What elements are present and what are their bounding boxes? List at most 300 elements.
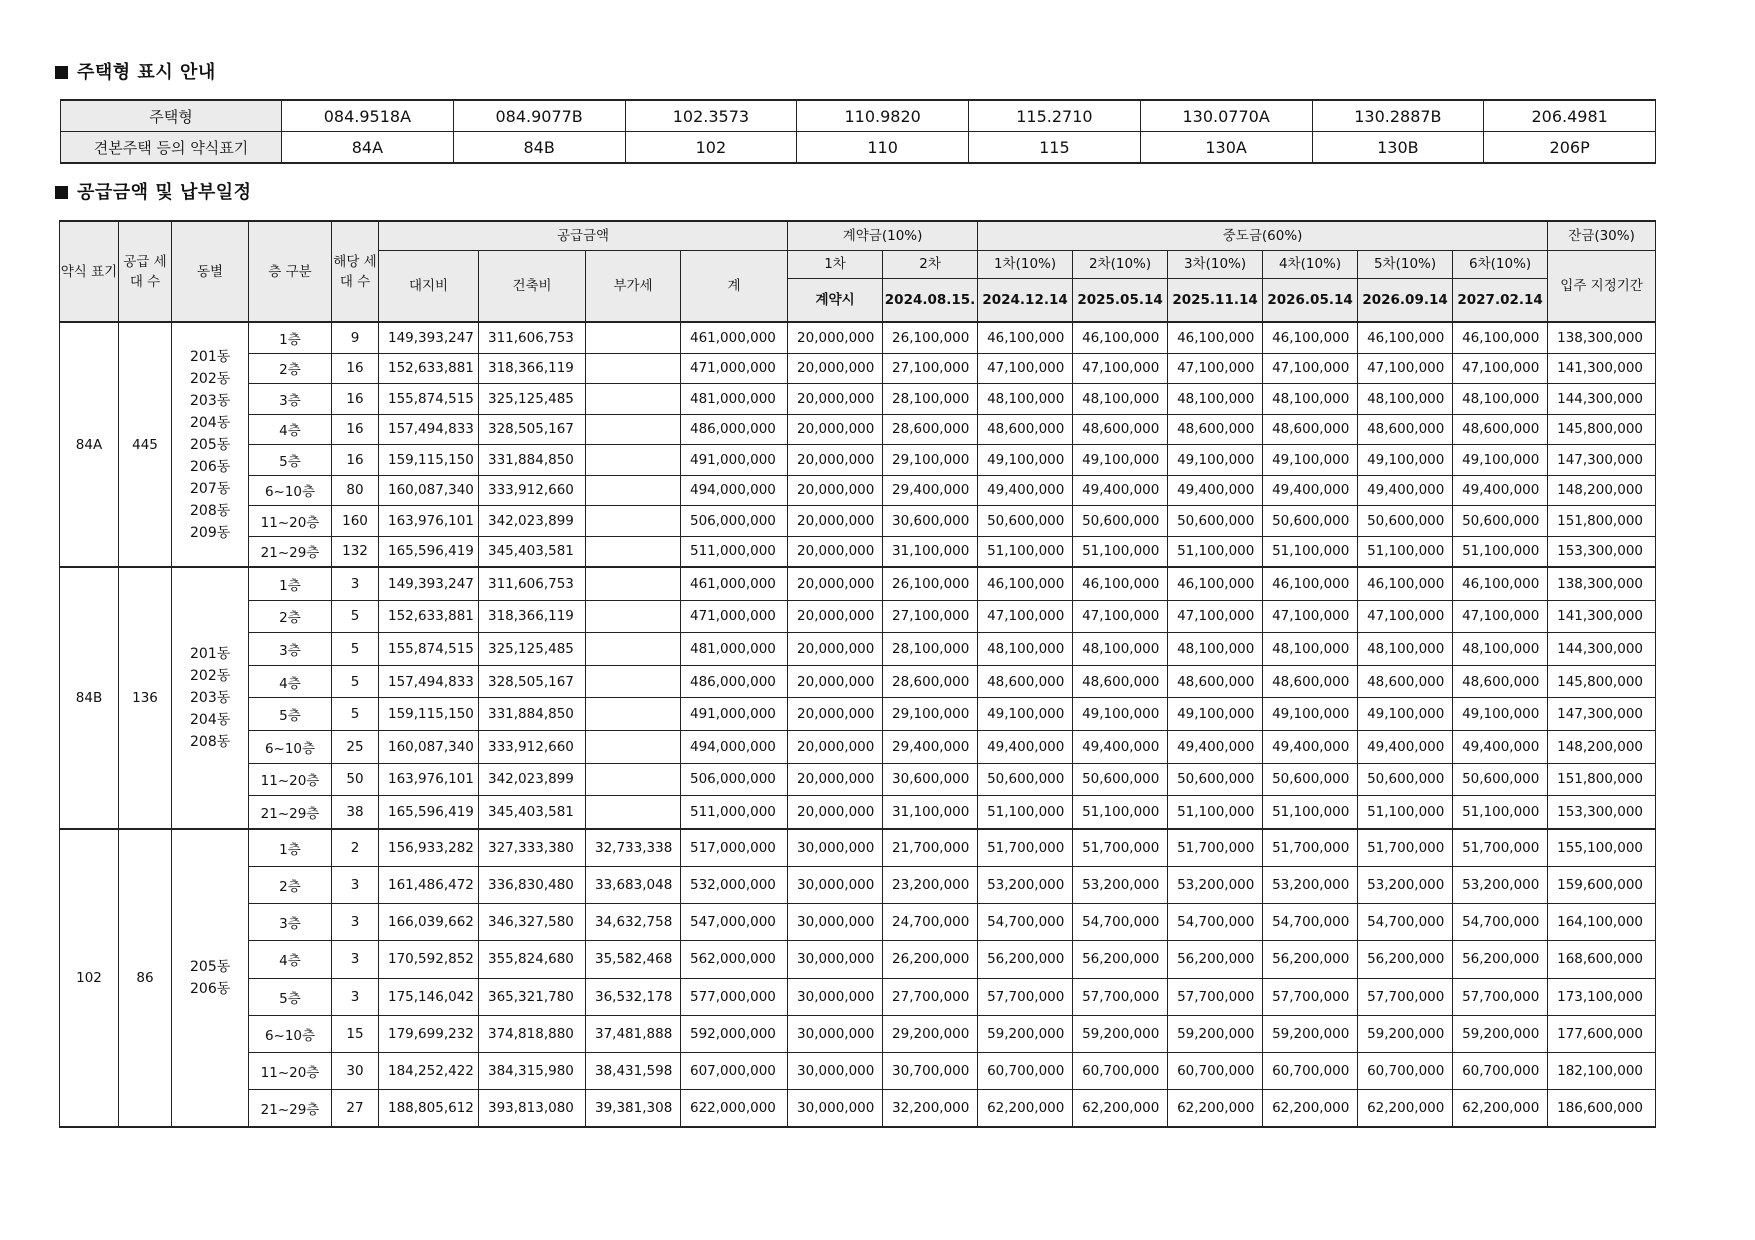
- deposit-1-cell: 20,000,000: [788, 475, 883, 506]
- deposit-1-cell: 20,000,000: [788, 414, 883, 445]
- middle-installment-cell: 50,600,000: [978, 506, 1073, 537]
- supply-units-cell: 86: [119, 829, 172, 1128]
- middle-installment-cell: 46,100,000: [1358, 322, 1453, 353]
- table-row: [60, 600, 1656, 633]
- middle-installment-cell: 49,400,000: [1263, 730, 1358, 763]
- type-cell: 084.9518A: [282, 100, 454, 132]
- middle-installment-cell: 48,100,000: [1073, 633, 1168, 666]
- total-cell: 461,000,000: [681, 322, 788, 353]
- vat-cell: 35,582,468: [586, 941, 681, 978]
- middle-installment-cell: 50,600,000: [1263, 763, 1358, 796]
- supply-units-header: 공급 세대 수: [119, 221, 172, 322]
- middle-installment-cell: 51,700,000: [1168, 829, 1263, 867]
- deposit-1-cell: 30,000,000: [788, 1015, 883, 1052]
- middle-installment-cell: 59,200,000: [1168, 1015, 1263, 1052]
- table-row: [60, 796, 1656, 829]
- units-cell: 132: [332, 536, 379, 567]
- type-cell: 130.2887B: [1312, 100, 1484, 132]
- type-cell: 084.9077B: [453, 100, 625, 132]
- total-header: 계: [681, 250, 788, 322]
- units-cell: 30: [332, 1052, 379, 1089]
- middle-installment-cell: 48,100,000: [1263, 633, 1358, 666]
- middle-installment-cell: 49,400,000: [1168, 475, 1263, 506]
- middle-installment-cell: 54,700,000: [1263, 904, 1358, 941]
- vat-cell: 37,481,888: [586, 1015, 681, 1052]
- units-cell: 5: [332, 600, 379, 633]
- floor-cell: 5층: [249, 978, 332, 1015]
- deposit-1-cell: 20,000,000: [788, 600, 883, 633]
- building-cost-cell: 311,606,753: [479, 322, 586, 353]
- header-row: [60, 221, 1656, 250]
- vat-header: 부가세: [586, 250, 681, 322]
- middle-installment-cell: 46,100,000: [1073, 322, 1168, 353]
- middle-installment-cell: 49,400,000: [978, 475, 1073, 506]
- middle-installment-cell: 49,100,000: [1073, 698, 1168, 731]
- middle-installment-cell: 47,100,000: [1168, 353, 1263, 384]
- middle-installment-cell: 60,700,000: [1073, 1052, 1168, 1089]
- vat-cell: [586, 730, 681, 763]
- floor-cell: 4층: [249, 941, 332, 978]
- middle-installment-cell: 48,600,000: [978, 414, 1073, 445]
- land-cost-cell: 184,252,422: [379, 1052, 479, 1089]
- units-cell: 38: [332, 796, 379, 829]
- table-row: [60, 445, 1656, 476]
- building-cost-cell: 333,912,660: [479, 730, 586, 763]
- land-cost-cell: 159,115,150: [379, 698, 479, 731]
- building-cost-cell: 325,125,485: [479, 633, 586, 666]
- middle-installment-cell: 51,100,000: [1073, 796, 1168, 829]
- middle-installment-cell: 51,100,000: [1358, 536, 1453, 567]
- middle-installment-cell: 49,400,000: [1073, 730, 1168, 763]
- dong-list-text: 205동 206동: [190, 959, 231, 997]
- building-cost-cell: 336,830,480: [479, 866, 586, 903]
- land-cost-cell: 163,976,101: [379, 763, 479, 796]
- middle-installment-cell: 49,100,000: [1263, 445, 1358, 476]
- middle-installment-cell: 50,600,000: [1168, 763, 1263, 796]
- vat-cell: [586, 763, 681, 796]
- middle-installment-cell: 59,200,000: [1073, 1015, 1168, 1052]
- total-cell: 481,000,000: [681, 384, 788, 415]
- middle-installment-cell: 51,100,000: [1453, 536, 1548, 567]
- middle-installment-cell: 62,200,000: [1168, 1090, 1263, 1128]
- total-cell: 607,000,000: [681, 1052, 788, 1089]
- abbr-cell: 102: [625, 132, 797, 164]
- balance-cell: 138,300,000: [1548, 322, 1656, 353]
- balance-cell: 153,300,000: [1548, 796, 1656, 829]
- floor-cell: 3층: [249, 384, 332, 415]
- middle-installment-cell: 54,700,000: [1358, 904, 1453, 941]
- middle-installment-cell: 47,100,000: [978, 600, 1073, 633]
- deposit-2-cell: 24,700,000: [883, 904, 978, 941]
- units-cell: 25: [332, 730, 379, 763]
- vat-cell: [586, 567, 681, 600]
- table-row: [60, 633, 1656, 666]
- middle-installment-cell: 46,100,000: [978, 567, 1073, 600]
- table-row: [60, 353, 1656, 384]
- middle-installment-header: 1차(10%): [978, 250, 1073, 278]
- total-cell: 486,000,000: [681, 665, 788, 698]
- table-row: [60, 1090, 1656, 1128]
- middle-installment-cell: 62,200,000: [1358, 1090, 1453, 1128]
- middle-installment-cell: 47,100,000: [1263, 600, 1358, 633]
- land-cost-cell: 160,087,340: [379, 730, 479, 763]
- floor-cell: 4층: [249, 665, 332, 698]
- middle-installment-date: 2025.05.14: [1073, 278, 1168, 322]
- building-cost-header: 건축비: [479, 250, 586, 322]
- type-abbr-cell: 102: [60, 829, 119, 1128]
- middle-installment-cell: 51,100,000: [1358, 796, 1453, 829]
- deposit-2-cell: 26,100,000: [883, 567, 978, 600]
- square-bullet-icon: [55, 186, 68, 199]
- middle-installment-cell: 51,100,000: [1168, 536, 1263, 567]
- type-row-abbr: [61, 132, 1656, 164]
- middle-installment-cell: 62,200,000: [1453, 1090, 1548, 1128]
- deposit-2-cell: 26,100,000: [883, 322, 978, 353]
- balance-cell: 138,300,000: [1548, 567, 1656, 600]
- land-cost-cell: 179,699,232: [379, 1015, 479, 1052]
- vat-cell: [586, 536, 681, 567]
- balance-cell: 159,600,000: [1548, 866, 1656, 903]
- table-row: [60, 763, 1656, 796]
- middle-installment-cell: 51,700,000: [1453, 829, 1548, 867]
- middle-installment-cell: 50,600,000: [978, 763, 1073, 796]
- middle-installment-cell: 47,100,000: [978, 353, 1073, 384]
- type-cell: 110.9820: [797, 100, 969, 132]
- units-cell: 9: [332, 322, 379, 353]
- middle-installment-cell: 56,200,000: [1263, 941, 1358, 978]
- balance-cell: 168,600,000: [1548, 941, 1656, 978]
- building-cost-cell: 346,327,580: [479, 904, 586, 941]
- floor-cell: 21~29층: [249, 536, 332, 567]
- middle-installment-cell: 60,700,000: [1453, 1052, 1548, 1089]
- middle-installment-cell: 54,700,000: [978, 904, 1073, 941]
- units-cell: 50: [332, 763, 379, 796]
- floor-cell: 3층: [249, 904, 332, 941]
- deposit-1-cell: 20,000,000: [788, 322, 883, 353]
- deposit-1-cell: 20,000,000: [788, 665, 883, 698]
- middle-installment-cell: 62,200,000: [1263, 1090, 1358, 1128]
- table-row: [60, 941, 1656, 978]
- units-cell: 5: [332, 698, 379, 731]
- units-cell: 16: [332, 414, 379, 445]
- middle-installment-cell: 50,600,000: [1168, 506, 1263, 537]
- deposit-2-cell: 28,100,000: [883, 633, 978, 666]
- middle-installment-cell: 56,200,000: [978, 941, 1073, 978]
- middle-installment-cell: 60,700,000: [1358, 1052, 1453, 1089]
- land-cost-cell: 152,633,881: [379, 353, 479, 384]
- floor-cell: 1층: [249, 567, 332, 600]
- housing-type-table: [60, 99, 1656, 164]
- middle-installment-cell: 57,700,000: [1073, 978, 1168, 1015]
- deposit-1-cell: 20,000,000: [788, 536, 883, 567]
- deposit-1-cell: 20,000,000: [788, 353, 883, 384]
- building-cost-cell: 365,321,780: [479, 978, 586, 1015]
- middle-installment-cell: 53,200,000: [1168, 866, 1263, 903]
- floor-cell: 1층: [249, 322, 332, 353]
- middle-installment-date: 2025.11.14: [1168, 278, 1263, 322]
- land-cost-header: 대지비: [379, 250, 479, 322]
- middle-installment-cell: 48,600,000: [1263, 665, 1358, 698]
- vat-cell: 33,683,048: [586, 866, 681, 903]
- middle-installment-cell: 49,100,000: [1358, 698, 1453, 731]
- type-abbr-cell: 84A: [60, 322, 119, 567]
- type-cell: 102.3573: [625, 100, 797, 132]
- floor-cell: 11~20층: [249, 763, 332, 796]
- land-cost-cell: 165,596,419: [379, 536, 479, 567]
- building-cost-cell: 327,333,380: [479, 829, 586, 867]
- deposit-1-cell: 20,000,000: [788, 796, 883, 829]
- middle-installment-cell: 46,100,000: [978, 322, 1073, 353]
- middle-installment-cell: 47,100,000: [1073, 353, 1168, 384]
- deposit-2-cell: 31,100,000: [883, 536, 978, 567]
- middle-installment-cell: 51,100,000: [1073, 536, 1168, 567]
- middle-installment-cell: 48,100,000: [1073, 384, 1168, 415]
- total-cell: 562,000,000: [681, 941, 788, 978]
- floor-cell: 5층: [249, 698, 332, 731]
- middle-installment-cell: 48,100,000: [1453, 384, 1548, 415]
- middle-installment-cell: 54,700,000: [1168, 904, 1263, 941]
- middle-installment-cell: 49,100,000: [1263, 698, 1358, 731]
- balance-cell: 147,300,000: [1548, 445, 1656, 476]
- middle-installment-cell: 48,600,000: [1453, 665, 1548, 698]
- total-cell: 486,000,000: [681, 414, 788, 445]
- units-cell: 3: [332, 904, 379, 941]
- floor-cell: 2층: [249, 600, 332, 633]
- middle-installment-cell: 47,100,000: [1073, 600, 1168, 633]
- floor-cell: 11~20층: [249, 1052, 332, 1089]
- middle-installment-cell: 51,100,000: [1168, 796, 1263, 829]
- middle-installment-cell: 46,100,000: [1073, 567, 1168, 600]
- middle-installment-cell: 48,600,000: [1263, 414, 1358, 445]
- middle-installment-cell: 50,600,000: [1358, 763, 1453, 796]
- middle-installment-cell: 53,200,000: [1358, 866, 1453, 903]
- middle-installment-cell: 50,600,000: [1453, 763, 1548, 796]
- units-cell: 5: [332, 633, 379, 666]
- middle-installment-cell: 50,600,000: [1263, 506, 1358, 537]
- balance-cell: 145,800,000: [1548, 414, 1656, 445]
- units-header: 해당 세대 수: [332, 221, 379, 322]
- land-cost-cell: 165,596,419: [379, 796, 479, 829]
- land-cost-cell: 157,494,833: [379, 414, 479, 445]
- vat-cell: [586, 600, 681, 633]
- deposit-1-cell: 30,000,000: [788, 941, 883, 978]
- middle-installment-cell: 53,200,000: [1073, 866, 1168, 903]
- deposit-2-cell: 27,700,000: [883, 978, 978, 1015]
- middle-installment-cell: 48,600,000: [1358, 414, 1453, 445]
- middle-installment-cell: 57,700,000: [1453, 978, 1548, 1015]
- building-cost-cell: 374,818,880: [479, 1015, 586, 1052]
- balance-cell: 145,800,000: [1548, 665, 1656, 698]
- total-cell: 511,000,000: [681, 536, 788, 567]
- middle-installment-cell: 56,200,000: [1358, 941, 1453, 978]
- middle-installment-cell: 47,100,000: [1453, 600, 1548, 633]
- dong-header: 동별: [172, 221, 249, 322]
- vat-cell: [586, 665, 681, 698]
- middle-installment-date: 2024.12.14: [978, 278, 1073, 322]
- supply-price-table: [59, 220, 1656, 1128]
- land-cost-cell: 155,874,515: [379, 633, 479, 666]
- middle-installment-cell: 48,100,000: [1358, 633, 1453, 666]
- middle-installment-cell: 46,100,000: [1168, 567, 1263, 600]
- table-row: [60, 829, 1656, 867]
- middle-installment-cell: 49,100,000: [1073, 445, 1168, 476]
- abbr-cell: 110: [797, 132, 969, 164]
- deposit-2-cell: 30,600,000: [883, 763, 978, 796]
- deposit-2-cell: 28,100,000: [883, 384, 978, 415]
- floor-cell: 3층: [249, 633, 332, 666]
- table-row: [60, 1052, 1656, 1089]
- total-cell: 491,000,000: [681, 698, 788, 731]
- deposit-2-cell: 31,100,000: [883, 796, 978, 829]
- building-cost-cell: 345,403,581: [479, 536, 586, 567]
- middle-installment-cell: 49,400,000: [1358, 475, 1453, 506]
- middle-installment-header: 3차(10%): [1168, 250, 1263, 278]
- middle-installment-cell: 48,600,000: [1073, 414, 1168, 445]
- land-cost-cell: 156,933,282: [379, 829, 479, 867]
- deposit-1-cell: 20,000,000: [788, 730, 883, 763]
- middle-installment-cell: 57,700,000: [1263, 978, 1358, 1015]
- abbr-cell: 84B: [453, 132, 625, 164]
- units-cell: 16: [332, 384, 379, 415]
- total-cell: 471,000,000: [681, 600, 788, 633]
- type-row-model: [61, 100, 1656, 132]
- vat-cell: 36,532,178: [586, 978, 681, 1015]
- balance-cell: 144,300,000: [1548, 633, 1656, 666]
- deposit-1-cell: 20,000,000: [788, 763, 883, 796]
- deposit-1-cell: 20,000,000: [788, 567, 883, 600]
- land-cost-cell: 159,115,150: [379, 445, 479, 476]
- units-cell: 2: [332, 829, 379, 867]
- deposit-2-cell: 32,200,000: [883, 1090, 978, 1128]
- middle-installment-cell: 48,100,000: [1358, 384, 1453, 415]
- supply-amount-header: 공급금액: [379, 221, 788, 250]
- deposit-1-cell: 20,000,000: [788, 698, 883, 731]
- land-cost-cell: 157,494,833: [379, 665, 479, 698]
- supply-units-cell: 445: [119, 322, 172, 567]
- type-row-label: 견본주택 등의 약식표기: [61, 132, 282, 164]
- land-cost-cell: 160,087,340: [379, 475, 479, 506]
- deposit-1-cell: 20,000,000: [788, 445, 883, 476]
- vat-cell: [586, 633, 681, 666]
- total-cell: 506,000,000: [681, 763, 788, 796]
- land-cost-cell: 163,976,101: [379, 506, 479, 537]
- land-cost-cell: 170,592,852: [379, 941, 479, 978]
- middle-installment-cell: 62,200,000: [978, 1090, 1073, 1128]
- middle-installment-cell: 62,200,000: [1073, 1090, 1168, 1128]
- middle-installment-cell: 57,700,000: [978, 978, 1073, 1015]
- middle-installment-cell: 49,400,000: [978, 730, 1073, 763]
- deposit-1-cell: 30,000,000: [788, 978, 883, 1015]
- abbr-cell: 206P: [1484, 132, 1656, 164]
- middle-installment-cell: 49,400,000: [1453, 730, 1548, 763]
- middle-installment-header: 2차(10%): [1073, 250, 1168, 278]
- middle-installment-cell: 50,600,000: [1453, 506, 1548, 537]
- square-bullet-icon: [55, 66, 68, 79]
- balance-cell: 148,200,000: [1548, 475, 1656, 506]
- middle-installment-cell: 49,100,000: [1168, 445, 1263, 476]
- dong-list-text: 201동 202동 203동 204동 208동: [190, 645, 231, 750]
- total-cell: 471,000,000: [681, 353, 788, 384]
- balance-cell: 141,300,000: [1548, 353, 1656, 384]
- vat-cell: [586, 384, 681, 415]
- units-cell: 3: [332, 866, 379, 903]
- middle-installment-cell: 47,100,000: [1358, 353, 1453, 384]
- middle-installment-cell: 47,100,000: [1453, 353, 1548, 384]
- balance-cell: 173,100,000: [1548, 978, 1656, 1015]
- middle-installment-cell: 56,200,000: [1168, 941, 1263, 978]
- middle-installment-cell: 56,200,000: [1073, 941, 1168, 978]
- land-cost-cell: 149,393,247: [379, 567, 479, 600]
- middle-installment-date: 2027.02.14: [1453, 278, 1548, 322]
- vat-cell: 39,381,308: [586, 1090, 681, 1128]
- dong-list-text: 201동 202동 203동 204동 205동 206동 207동 208동 209동: [190, 348, 231, 541]
- total-cell: 494,000,000: [681, 730, 788, 763]
- building-cost-cell: 318,366,119: [479, 353, 586, 384]
- table-row: [60, 904, 1656, 941]
- floor-cell: 21~29층: [249, 1090, 332, 1128]
- middle-installment-cell: 48,600,000: [1073, 665, 1168, 698]
- middle-installment-cell: 48,600,000: [1168, 665, 1263, 698]
- abbr-cell: 115: [969, 132, 1141, 164]
- land-cost-cell: 188,805,612: [379, 1090, 479, 1128]
- dong-list-cell: [172, 322, 249, 567]
- middle-installment-cell: 51,700,000: [1263, 829, 1358, 867]
- deposit-header: 계약금(10%): [788, 221, 978, 250]
- units-cell: 27: [332, 1090, 379, 1128]
- land-cost-cell: 155,874,515: [379, 384, 479, 415]
- middle-installment-header: 4차(10%): [1263, 250, 1358, 278]
- units-cell: 16: [332, 353, 379, 384]
- building-cost-cell: 311,606,753: [479, 567, 586, 600]
- balance-cell: 148,200,000: [1548, 730, 1656, 763]
- middle-installment-cell: 51,100,000: [1263, 536, 1358, 567]
- deposit-2-cell: 23,200,000: [883, 866, 978, 903]
- middle-payment-header: 중도금(60%): [978, 221, 1548, 250]
- middle-installment-cell: 59,200,000: [1358, 1015, 1453, 1052]
- building-cost-cell: 355,824,680: [479, 941, 586, 978]
- floor-cell: 21~29층: [249, 796, 332, 829]
- floor-cell: 11~20층: [249, 506, 332, 537]
- balance-date-header: 입주 지정기간: [1548, 250, 1656, 322]
- deposit-1-cell: 30,000,000: [788, 829, 883, 867]
- deposit-2-cell: 28,600,000: [883, 414, 978, 445]
- middle-installment-cell: 49,100,000: [978, 445, 1073, 476]
- deposit-2-date: 2024.08.15.: [883, 278, 978, 322]
- vat-cell: 34,632,758: [586, 904, 681, 941]
- middle-installment-header: 5차(10%): [1358, 250, 1453, 278]
- floor-cell: 4층: [249, 414, 332, 445]
- middle-installment-cell: 49,100,000: [1358, 445, 1453, 476]
- balance-cell: 151,800,000: [1548, 763, 1656, 796]
- units-cell: 5: [332, 665, 379, 698]
- middle-installment-cell: 49,100,000: [1453, 445, 1548, 476]
- vat-cell: [586, 475, 681, 506]
- middle-installment-cell: 48,100,000: [978, 384, 1073, 415]
- land-cost-cell: 166,039,662: [379, 904, 479, 941]
- building-cost-cell: 328,505,167: [479, 414, 586, 445]
- type-abbr-cell: 84B: [60, 567, 119, 829]
- middle-installment-cell: 59,200,000: [1453, 1015, 1548, 1052]
- middle-installment-cell: 53,200,000: [1453, 866, 1548, 903]
- deposit-2-cell: 29,100,000: [883, 698, 978, 731]
- deposit-2-cell: 29,100,000: [883, 445, 978, 476]
- deposit-2-cell: 21,700,000: [883, 829, 978, 867]
- middle-installment-cell: 49,400,000: [1073, 475, 1168, 506]
- balance-cell: 182,100,000: [1548, 1052, 1656, 1089]
- middle-installment-cell: 48,100,000: [978, 633, 1073, 666]
- building-cost-cell: 342,023,899: [479, 763, 586, 796]
- vat-cell: [586, 506, 681, 537]
